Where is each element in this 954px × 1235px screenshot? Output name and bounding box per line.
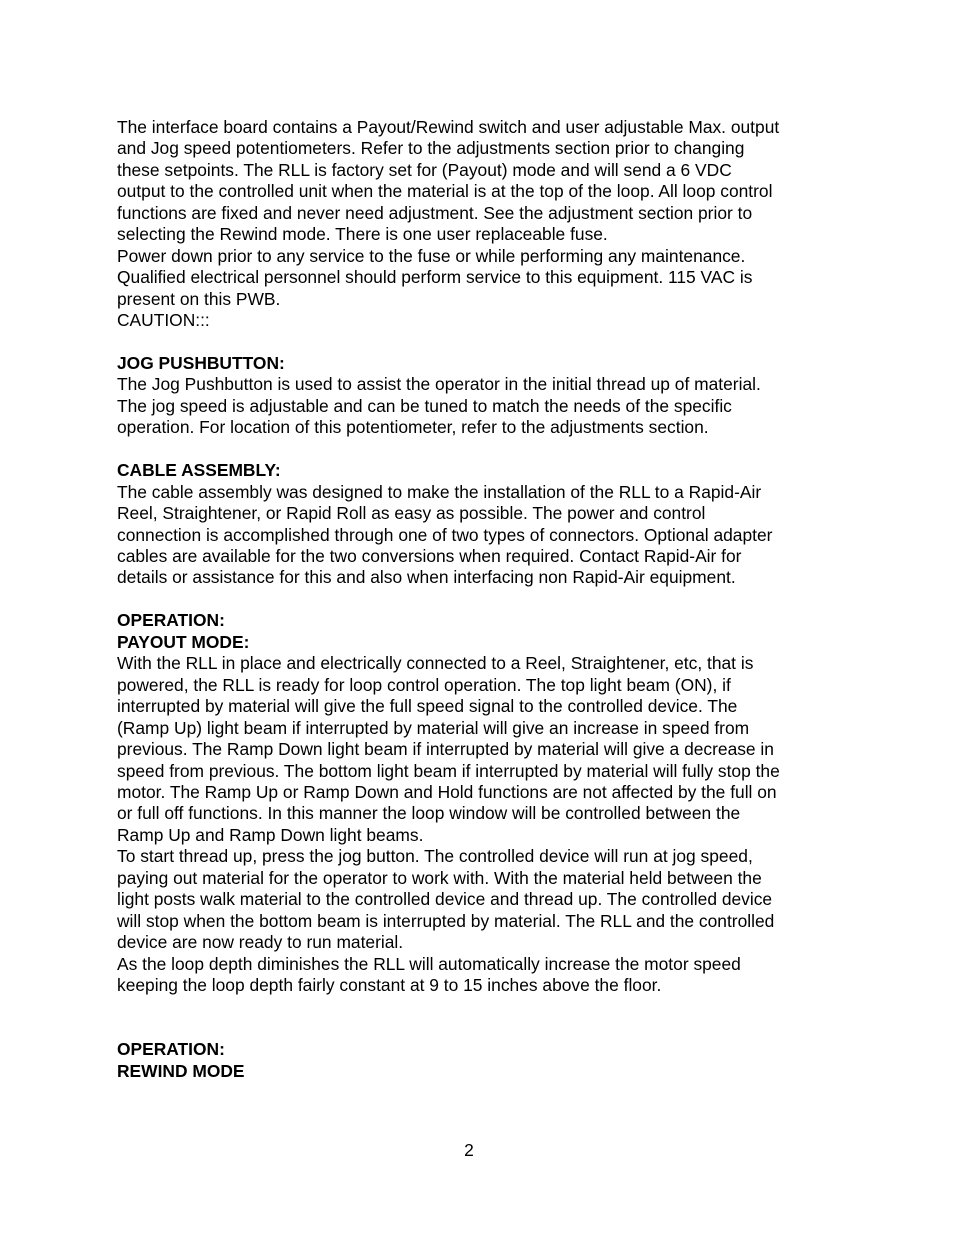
section-subheading: PAYOUT MODE:	[117, 631, 250, 652]
section-subheading: REWIND MODE	[117, 1060, 245, 1081]
text-line: motor. The Ramp Up or Ramp Down and Hold functions are not affected by the full on	[117, 782, 777, 802]
text-line: and Jog speed potentiometers. Refer to the adjustments section prior to changing	[117, 138, 745, 159]
jog-pushbutton-section	[117, 353, 847, 439]
text-line: previous. The Ramp Down light beam if interrupted by material will give a decrease in	[117, 739, 774, 760]
text-line: Power down prior to any service to the fuse or while performing any maintenance.	[117, 245, 746, 266]
text-line: connection is accomplished through one of two types of connectors. Optional adapter	[117, 524, 773, 545]
text-line: will stop when the bottom beam is interrupted by material. The RLL and the controlled	[117, 910, 775, 931]
spacer	[117, 997, 847, 1018]
text-line: these setpoints. The RLL is factory set for (Payout) mode and will send a 6 VDC	[117, 159, 732, 180]
text-line: To start thread up, press the jog button. The controlled device will run at jog speed,	[117, 846, 753, 867]
spacer	[117, 1018, 847, 1039]
text-line: The jog speed is adjustable and can be tuned to match the needs of the specific	[117, 395, 732, 416]
text-line: or full off functions. In this manner the loop window will be controlled between the	[117, 803, 741, 824]
spacer	[117, 439, 847, 460]
text-line: The interface board contains a Payout/Rewind switch and user adjustable Max. output	[117, 117, 780, 137]
text-line: Reel, Straightener, or Rapid Roll as easy as possible. The power and control	[117, 503, 706, 524]
operation-payout-section	[117, 610, 847, 996]
text-line: details or assistance for this and also when interfacing non Rapid-Air equipment.	[117, 567, 736, 588]
spacer	[117, 332, 847, 353]
intro-paragraph	[117, 117, 847, 332]
text-line: present on this PWB.	[117, 288, 281, 309]
section-heading: OPERATION:	[117, 610, 225, 631]
document-body	[117, 117, 847, 1082]
text-line: cables are available for the two conversions when required. Contact Rapid-Air for	[117, 546, 742, 567]
text-line: output to the controlled unit when the material is at the top of the loop. All loop control	[117, 181, 773, 202]
text-line: Ramp Up and Ramp Down light beams.	[117, 824, 424, 845]
text-line: paying out material for the operator to work with. With the material held between the	[117, 867, 762, 888]
section-heading: CABLE ASSEMBLY:	[117, 460, 281, 481]
text-line: (Ramp Up) light beam if interrupted by material will give an increase in speed from	[117, 717, 750, 738]
text-line: selecting the Rewind mode. There is one user replaceable fuse.	[117, 224, 608, 245]
text-line: powered, the RLL is ready for loop control operation. The top light beam (ON), if	[117, 674, 731, 695]
text-line: The Jog Pushbutton is used to assist the operator in the initial thread up of material.	[117, 374, 761, 395]
text-line: functions are fixed and never need adjustment. See the adjustment section prior to	[117, 202, 753, 223]
spacer	[117, 589, 847, 610]
text-line: light posts walk material to the controlled device and thread up. The controlled device	[117, 889, 773, 910]
section-heading: JOG PUSHBUTTON:	[117, 352, 285, 373]
text-line: With the RLL in place and electrically connected to a Reel, Straightener, etc, that is	[117, 653, 754, 674]
text-line: The cable assembly was designed to make the installation of the RLL to a Rapid-Air	[117, 481, 762, 502]
text-line: As the loop depth diminishes the RLL will automatically increase the motor speed	[117, 953, 741, 974]
text-line: keeping the loop depth fairly constant at 9 to 15 inches above the floor.	[117, 975, 662, 996]
section-heading: OPERATION:	[117, 1039, 225, 1060]
caution-label: CAUTION:::	[117, 310, 210, 331]
text-line: speed from previous. The bottom light beam if interrupted by material will fully stop the	[117, 760, 780, 781]
text-line: device are now ready to run material.	[117, 932, 404, 953]
text-line: interrupted by material will give the full speed signal to the controlled device. The	[117, 696, 738, 717]
cable-assembly-section	[117, 460, 847, 589]
page-number: 2	[464, 1140, 474, 1160]
operation-rewind-section	[117, 1039, 847, 1082]
text-line: operation. For location of this potentiometer, refer to the adjustments section.	[117, 417, 709, 438]
text-line: Qualified electrical personnel should perform service to this equipment. 115 VAC is	[117, 267, 753, 288]
